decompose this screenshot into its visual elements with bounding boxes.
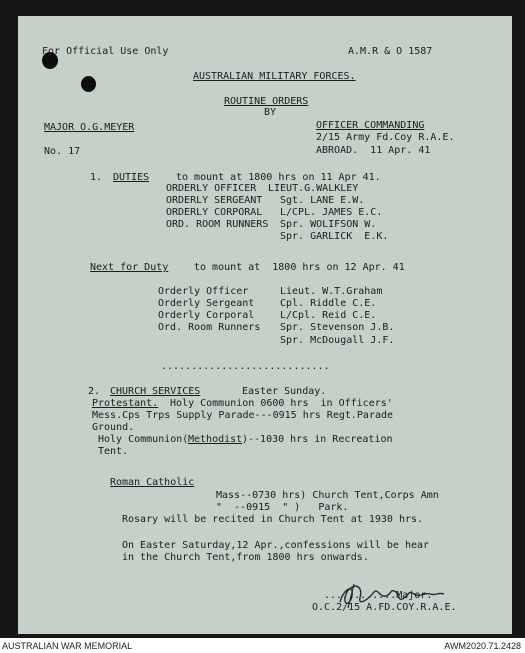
protestant-label: Protestant. — [92, 398, 159, 409]
rosary-text: Rosary will be recited in Church Tent at 1930 hrs. — [122, 514, 424, 525]
section-number: 2. — [88, 386, 101, 397]
next-duty-role: Orderly Sergeant — [158, 298, 255, 309]
separator-dots: ............................ — [161, 361, 330, 372]
duty-name: L/CPL. JAMES E.C. — [280, 207, 383, 218]
document-page — [18, 16, 512, 634]
officer-name: MAJOR O.G.MEYER — [44, 122, 135, 133]
catholic-label: Roman Catholic — [110, 477, 195, 488]
next-duty-heading: Next for Duty — [90, 262, 169, 273]
methodist-text: Holy Communion( — [98, 434, 189, 445]
duties-heading: DUTIES — [113, 172, 150, 183]
classification: For Official Use Only — [42, 46, 169, 57]
next-duty-role: Ord. Room Runners — [158, 322, 261, 333]
reference-number: A.M.R & O 1587 — [348, 46, 433, 57]
footer-archive-name: AUSTRALIAN WAR MEMORIAL — [2, 641, 133, 651]
duties-intro: to mount at 1800 hrs on 11 Apr 41. — [176, 172, 381, 183]
next-duty-role: Orderly Corporal — [158, 310, 255, 321]
confession-text: On Easter Saturday,12 Apr.,confessions will be hear — [122, 540, 430, 551]
by-label: BY — [264, 107, 277, 118]
duty-name: Sgt. LANE E.W. — [280, 195, 365, 206]
next-duty-name: L/Cpl. Reid C.E. — [280, 310, 377, 321]
officer-title: OFFICER COMMANDING — [316, 120, 425, 131]
org-title: AUSTRALIAN MILITARY FORCES. — [193, 71, 356, 82]
duty-role: ORDERLY OFFICER — [166, 183, 257, 194]
duty-role: ORDERLY CORPORAL — [166, 207, 263, 218]
duty-name: LIEUT.G.WALKLEY — [268, 183, 359, 194]
next-duty-intro: to mount at 1800 hrs on 12 Apr. 41 — [194, 262, 405, 273]
next-duty-name: Cpl. Riddle C.E. — [280, 298, 377, 309]
document-title: ROUTINE ORDERS — [224, 96, 309, 107]
footer-catalogue-id: AWM2020.71.2428 — [444, 641, 521, 651]
place-date: ABROAD. 11 Apr. 41 — [316, 145, 431, 156]
protestant-text: Mess.Cps Trps Supply Parade---0915 hrs Regt.Parade — [92, 410, 394, 421]
methodist-text: )--1030 hrs in Recreation — [242, 434, 393, 445]
next-duty-name: Spr. McDougall J.F. — [280, 335, 395, 346]
methodist-text: Tent. — [98, 446, 129, 457]
methodist-label: Methodist — [188, 434, 243, 445]
church-day: Easter Sunday. — [242, 386, 327, 397]
protestant-text: Holy Communion 0600 hrs in Officers' — [164, 398, 393, 409]
signature-line: ............Major. — [324, 590, 433, 601]
next-duty-role: Orderly Officer — [158, 286, 249, 297]
order-number: No. 17 — [44, 146, 81, 157]
next-duty-name: Spr. Stevenson J.B. — [280, 322, 395, 333]
duty-role: ORDERLY SERGEANT — [166, 195, 263, 206]
church-heading: CHURCH SERVICES — [110, 386, 201, 397]
punch-hole — [81, 76, 96, 92]
section-number: 1. — [90, 172, 103, 183]
protestant-text: Ground. — [92, 422, 135, 433]
duty-role: ORD. ROOM RUNNERS — [166, 219, 269, 230]
confession-text: in the Church Tent,from 1800 hrs onwards. — [122, 552, 369, 563]
signature-title: O.C.2/15 A.FD.COY.R.A.E. — [312, 602, 457, 613]
unit-name: 2/15 Army Fd.Coy R.A.E. — [316, 132, 455, 143]
duty-name: Spr. WOLIFSON W. — [280, 219, 377, 230]
mass-text: Mass--0730 hrs) Church Tent,Corps Amn — [216, 490, 439, 501]
mass-text: " --0915 " ) Park. — [216, 502, 349, 513]
next-duty-name: Lieut. W.T.Graham — [280, 286, 383, 297]
duty-name: Spr. GARLICK E.K. — [280, 231, 389, 242]
